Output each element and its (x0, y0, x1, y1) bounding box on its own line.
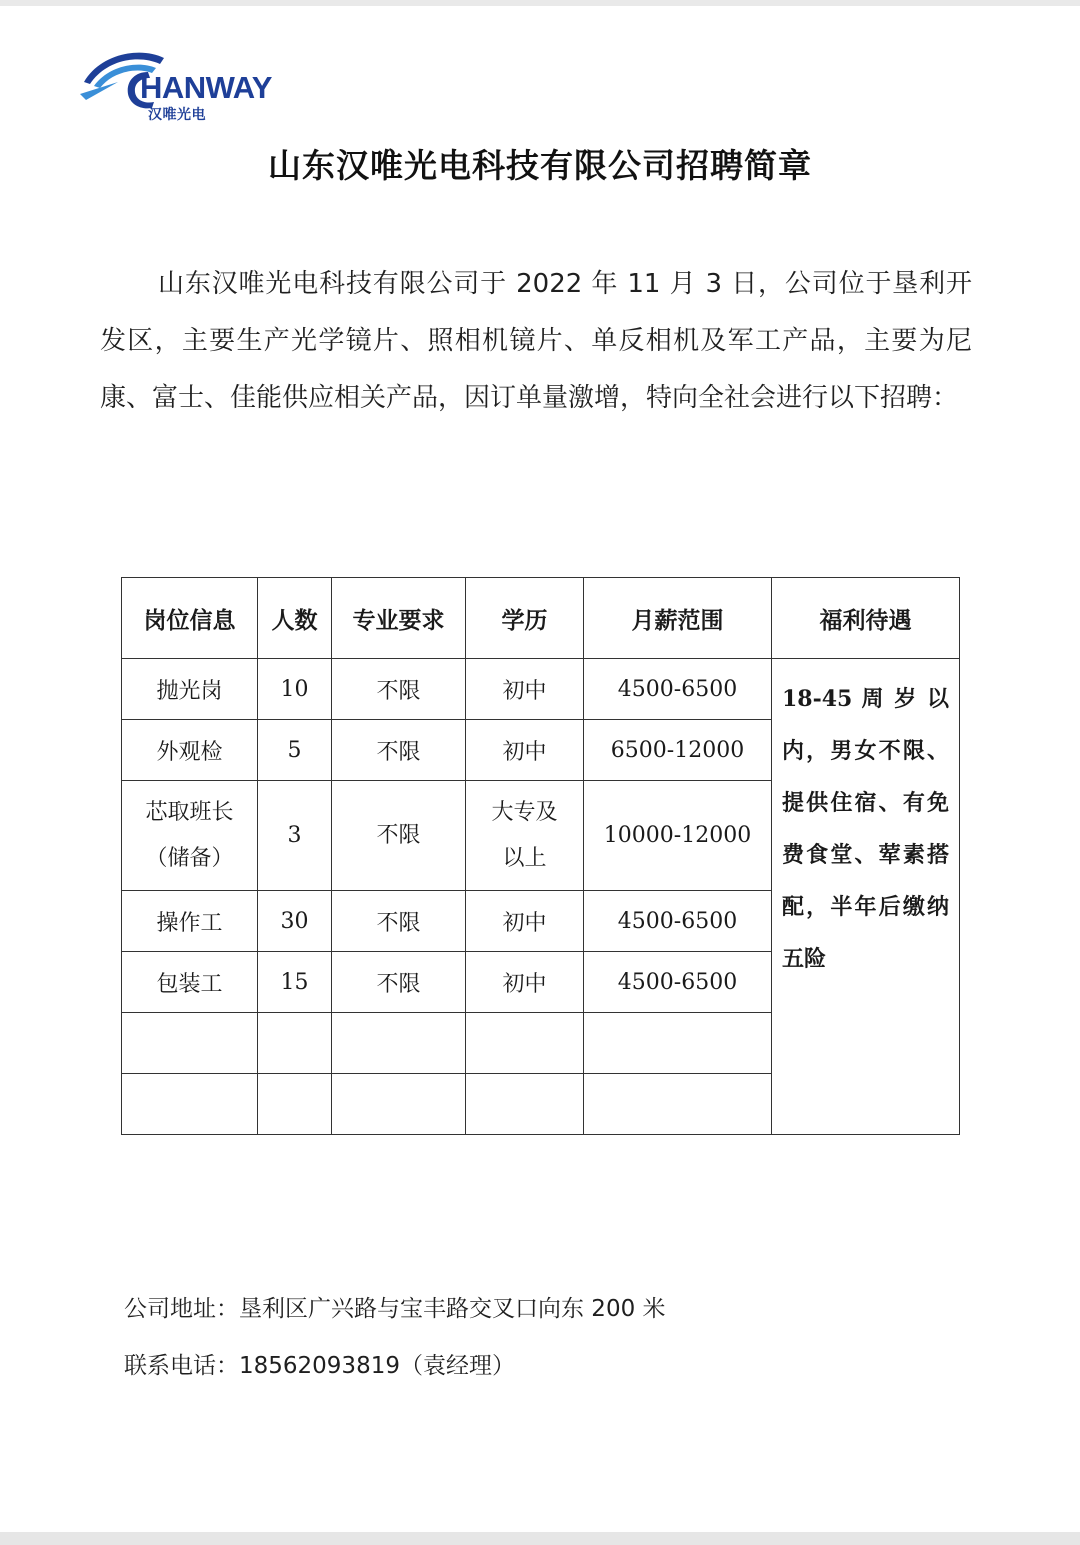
cell-empty (466, 1013, 584, 1074)
cell-salary: 6500-12000 (584, 720, 772, 781)
cell-position (122, 781, 258, 891)
recruitment-table (121, 577, 960, 1135)
cell-education: 初中 (466, 891, 584, 952)
contact-phone: 联系电话：18562093819（袁经理） (124, 1353, 515, 1379)
cell-education (466, 781, 584, 891)
cell-salary: 4500-6500 (584, 891, 772, 952)
header-position: 岗位信息 (122, 578, 258, 659)
cell-education: 初中 (466, 659, 584, 720)
cell-count: 30 (258, 891, 332, 952)
header-benefits: 福利待遇 (772, 578, 960, 659)
cell-empty (258, 1074, 332, 1135)
cell-empty (332, 1074, 466, 1135)
cell-position: 外观检 (122, 720, 258, 781)
cell-education: 初中 (466, 952, 584, 1013)
header-salary: 月薪范围 (584, 578, 772, 659)
cell-salary: 10000-12000 (584, 781, 772, 891)
logo-chinese-name: 汉唯光电 (148, 107, 206, 123)
cell-major: 不限 (332, 659, 466, 720)
cell-empty (332, 1013, 466, 1074)
page-title: 山东汉唯光电科技有限公司招聘简章 (268, 146, 812, 185)
cell-position-line1: 芯取班长 (145, 799, 234, 825)
cell-major: 不限 (332, 891, 466, 952)
cell-position-line2: （储备） (145, 845, 234, 871)
cell-major: 不限 (332, 720, 466, 781)
page-edge-bottom (0, 1532, 1080, 1545)
cell-position: 抛光岗 (122, 659, 258, 720)
table-header-row (122, 578, 960, 659)
cell-empty (122, 1013, 258, 1074)
header-education: 学历 (466, 578, 584, 659)
cell-education: 初中 (466, 720, 584, 781)
cell-empty (122, 1074, 258, 1135)
cell-empty (584, 1074, 772, 1135)
cell-position: 包装工 (122, 952, 258, 1013)
table-row (122, 659, 960, 720)
cell-major: 不限 (332, 781, 466, 891)
cell-empty (258, 1013, 332, 1074)
cell-position: 操作工 (122, 891, 258, 952)
intro-paragraph: 山东汉唯光电科技有限公司于 2022 年 11 月 3 日，公司位于垦利开发区，主要生产光学镜片、照相机镜片、单反相机及军工产品，主要为尼康、富士、佳能供应相关产品，因订单量激增，特向全社会进行以下招聘： (100, 269, 972, 413)
logo-wordmark: HANWAY (140, 70, 272, 105)
cell-count: 10 (258, 659, 332, 720)
cell-count: 3 (258, 781, 332, 891)
cell-count: 15 (258, 952, 332, 1013)
cell-empty (584, 1013, 772, 1074)
cell-education-line2: 以上 (502, 845, 547, 871)
company-address: 公司地址：垦利区广兴路与宝丰路交叉口向东 200 米 (124, 1296, 666, 1322)
page-edge-top (0, 0, 1080, 6)
cell-empty (466, 1074, 584, 1135)
header-major: 专业要求 (332, 578, 466, 659)
cell-salary: 4500-6500 (584, 952, 772, 1013)
company-logo (78, 42, 298, 124)
cell-salary: 4500-6500 (584, 659, 772, 720)
header-count: 人数 (258, 578, 332, 659)
cell-count: 5 (258, 720, 332, 781)
cell-major: 不限 (332, 952, 466, 1013)
cell-education-line1: 大专及 (491, 799, 558, 825)
cell-benefits: 18-45 周 岁 以内，男女不限、提供住宿、有免费食堂、荤素搭配，半年后缴纳五险 (772, 659, 960, 1135)
